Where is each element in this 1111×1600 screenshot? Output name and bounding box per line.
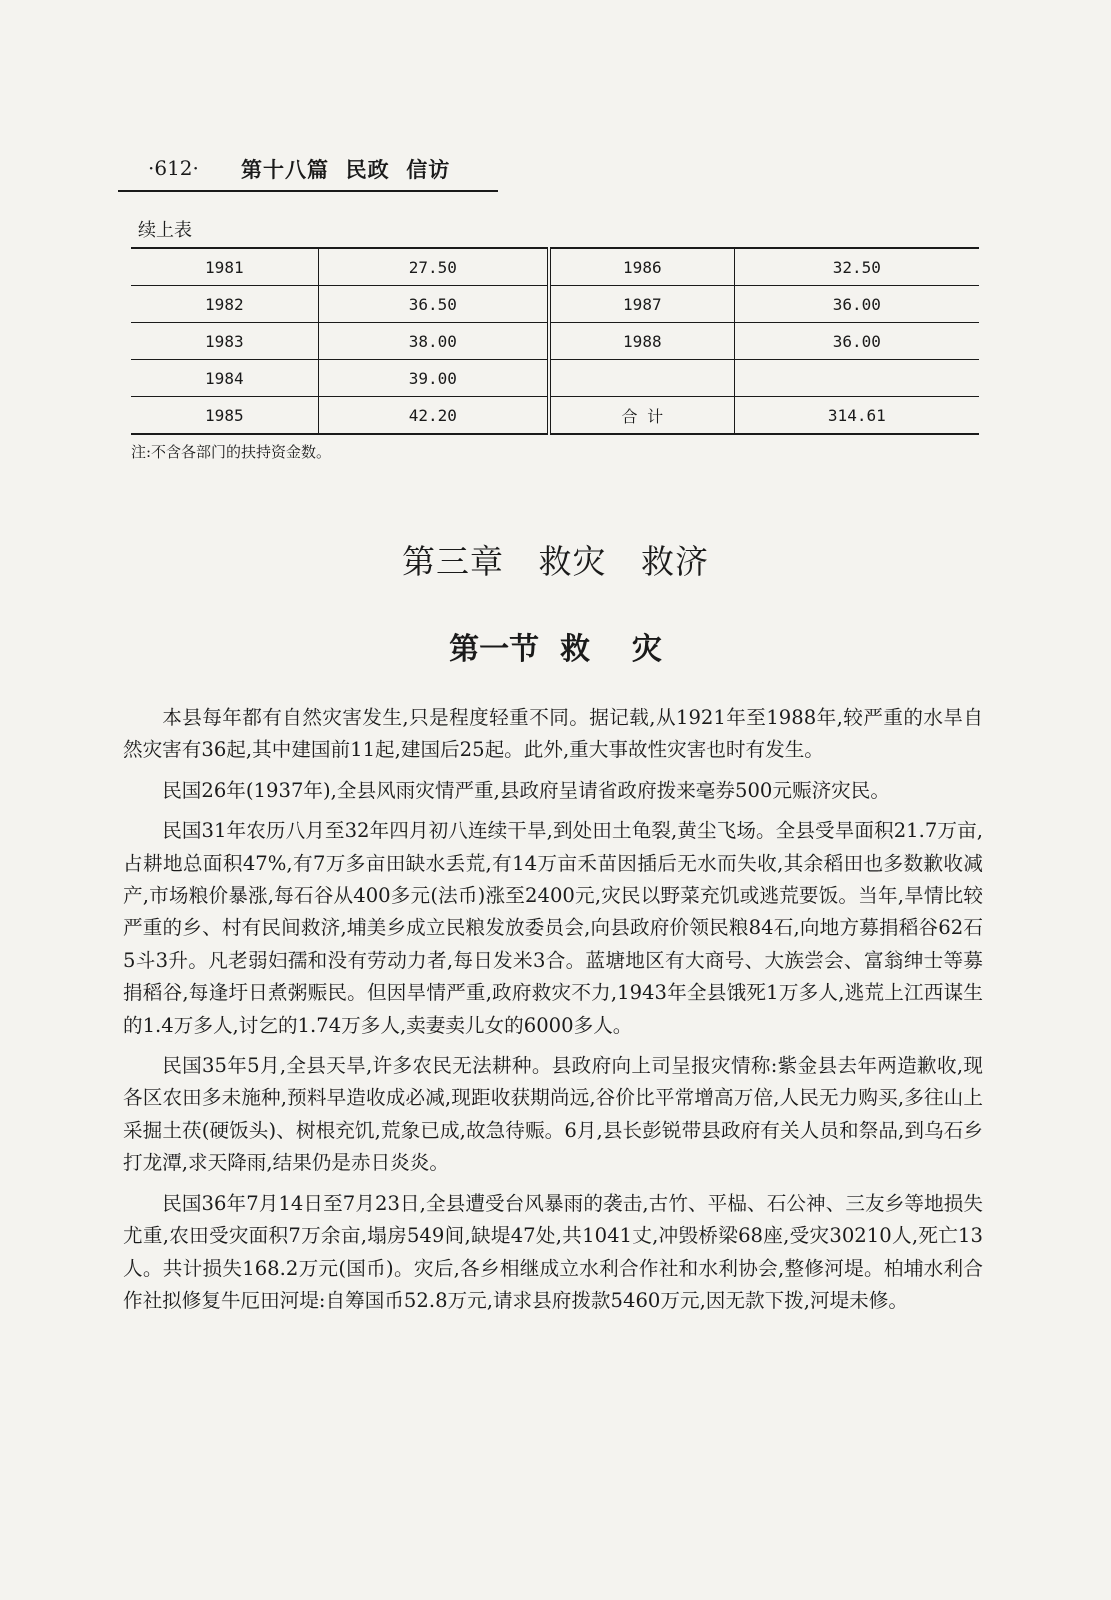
table-row <box>131 248 979 286</box>
table-cell: 39.00 <box>318 360 549 397</box>
table-caption: 续上表 <box>138 220 192 241</box>
table-cell: 1987 <box>549 286 734 323</box>
table-cell: 1986 <box>549 248 734 286</box>
paragraph: 本县每年都有自然灾害发生,只是程度轻重不同。据记载,从1921年至1988年,较严重的水旱自然灾害有36起,其中建国前11起,建国后25起。此外,重大事故性灾害也时有发生。 <box>123 706 983 762</box>
table-cell: 1988 <box>549 323 734 360</box>
table-cell <box>734 360 979 397</box>
table-cell: 27.50 <box>318 248 549 286</box>
table-cell: 1982 <box>131 286 318 323</box>
table-total-label: 合 计 <box>549 397 734 435</box>
table-cell: 32.50 <box>832 257 881 277</box>
body-text <box>123 702 983 1325</box>
table-row <box>131 286 979 323</box>
paragraph: 民国35年5月,全县天旱,许多农民无法耕种。县政府向上司呈报灾情称:紫金县去年两造歉收,现各区农田多未施种,预料早造收成必减,现距收获期尚远,谷价比平常增高万倍,人民无力购买,多往山上采掘土茯(硬饭头)、树根充饥,荒象已成,故急待赈。6月,县长彭锐带县政府有关人员和祭品,到乌石乡打龙潭,求天降雨,结果仍是赤日炎炎。 <box>123 1054 983 1175</box>
table-total-value: 314.61 <box>734 397 979 435</box>
table-cell: 36.00 <box>734 323 979 360</box>
table-cell: 1985 <box>131 397 318 435</box>
table-cell: 36.50 <box>318 286 549 323</box>
paragraph: 民国36年7月14日至7月23日,全县遭受台风暴雨的袭击,古竹、平榀、石公神、三友乡等地损失尤重,农田受灾面积7万余亩,塌房549间,缺堤47处,共1041丈,冲毁桥梁68座,受灾30210人,死亡13人。共计损失168.2万元(国币)。灾后,各乡相继成立水利合作社和水利协会,整修河堤。柏埔水利合作社拟修复牛厄田河堤:自筹国币52.8万元,请求县府拨款5460万元,因无款下拨,河堤未修。 <box>123 1191 983 1312</box>
table-note: 注:不含各部门的扶持资金数。 <box>131 443 332 461</box>
table-cell: 42.20 <box>318 397 549 435</box>
table-cell <box>549 360 734 397</box>
paragraph: 民国31年农历八月至32年四月初八连续干旱,到处田土龟裂,黄尘飞场。全县受旱面积21.7万亩,占耕地总面积47%,有7万多亩田缺水丢荒,有14万亩禾苗因插后无水而失收,其余稻田也多数歉收减产,市场粮价暴涨,每石谷从400多元(法币)涨至2400元,灾民以野菜充饥或逃荒要饭。当年,旱情比较严重的乡、村有民间救济,埔美乡成立民粮发放委员会,向县政府价领民粮84石,向地方募捐稻谷62石5斗3升。凡老弱妇孺和没有劳动力者,每日发米3合。蓝塘地区有大商号、大族尝会、富翁绅士等募捐稻谷,每逢圩日煮粥赈民。但因旱情严重,政府救灾不力,1943年全县饿死1万多人,逃荒上江西谋生的1.4万多人,讨乞的1.74万多人,卖妻卖儿女的6000多人。 <box>123 819 983 1037</box>
section-title: 第一节 救 灾 <box>449 632 662 667</box>
table-cell: 36.00 <box>734 286 979 323</box>
page-header <box>118 150 498 192</box>
table-row <box>131 323 979 360</box>
paragraph: 民国26年(1937年),全县风雨灾情严重,县政府呈请省政府拨来毫券500元赈济灾民。 <box>162 778 890 802</box>
table-cell: 38.00 <box>318 323 549 360</box>
data-table <box>131 247 979 435</box>
table-cell: 1983 <box>131 323 318 360</box>
table-cell: 1981 <box>131 248 318 286</box>
table-row <box>131 360 979 397</box>
header-title: 第十八篇 民政 信访 <box>241 158 451 182</box>
table-cell: 1984 <box>131 360 318 397</box>
table-row <box>131 397 979 435</box>
page-number: ·612· <box>148 156 199 180</box>
chapter-title: 第三章 救灾 救济 <box>402 542 709 581</box>
